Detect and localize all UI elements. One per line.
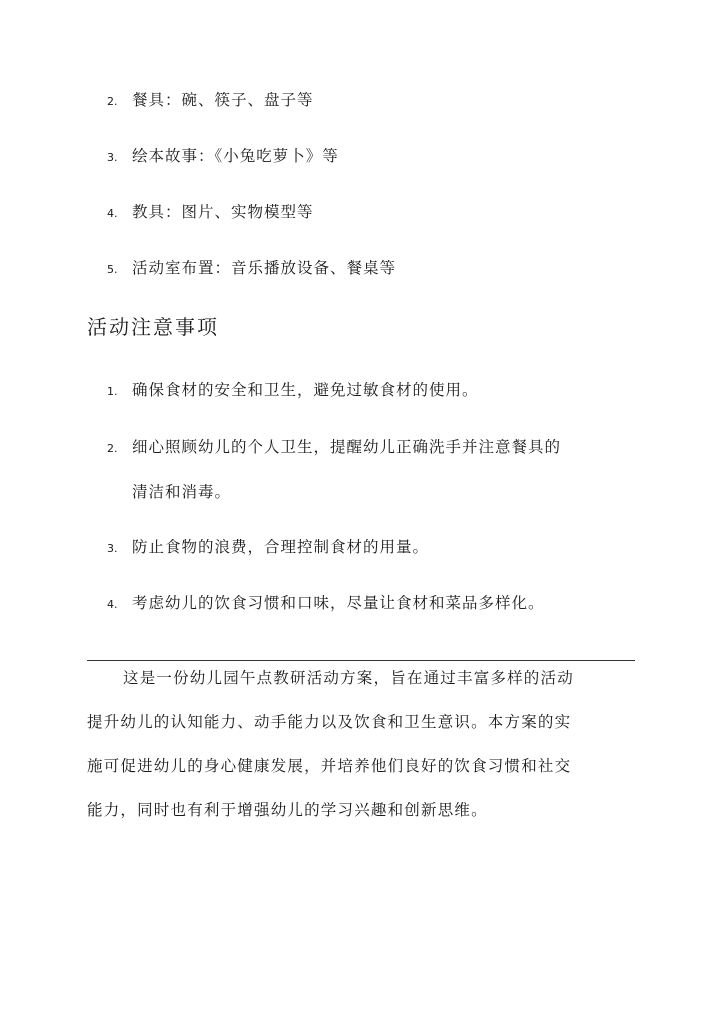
summary-line: 提升幼儿的认知能力、动手能力以及饮食和卫生意识。本方案的实	[87, 713, 572, 731]
list-number: 2.	[107, 95, 118, 108]
summary-line: 能力，同时也有利于增强幼儿的学习兴趣和创新思维。	[87, 801, 488, 819]
list-text: 教具：图片、实物模型等	[132, 203, 314, 221]
list-text: 绘本故事：《小兔吃萝卜》等	[132, 147, 339, 165]
summary-line: 这是一份幼儿园午点教研活动方案，旨在通过丰富多样的活动	[123, 669, 574, 687]
list-number: 1.	[107, 385, 118, 398]
list-number: 3.	[107, 542, 118, 555]
summary-line: 施可促进幼儿的身心健康发展，并培养他们良好的饮食习惯和社交	[87, 757, 572, 775]
list-text: 活动室布置：音乐播放设备、餐桌等	[132, 259, 397, 277]
list-text: 防止食物的浪费，合理控制食材的用量。	[132, 538, 430, 556]
list-number: 2.	[107, 442, 118, 455]
list-number: 4.	[107, 598, 118, 611]
list-text: 细心照顾幼儿的个人卫生，提醒幼儿正确洗手并注意餐具的	[132, 438, 562, 456]
list-text: 确保食材的安全和卫生，避免过敏食材的使用。	[132, 381, 479, 399]
list-number: 3.	[107, 151, 118, 164]
list-number: 5.	[107, 263, 118, 276]
section-divider	[87, 660, 635, 661]
list-text: 清洁和消毒。	[132, 483, 232, 501]
list-text: 考虑幼儿的饮食习惯和口味，尽量让食材和菜品多样化。	[132, 594, 545, 612]
section-heading: 活动注意事项	[87, 315, 219, 339]
list-text: 餐具：碗、筷子、盘子等	[132, 91, 314, 109]
list-number: 4.	[107, 207, 118, 220]
